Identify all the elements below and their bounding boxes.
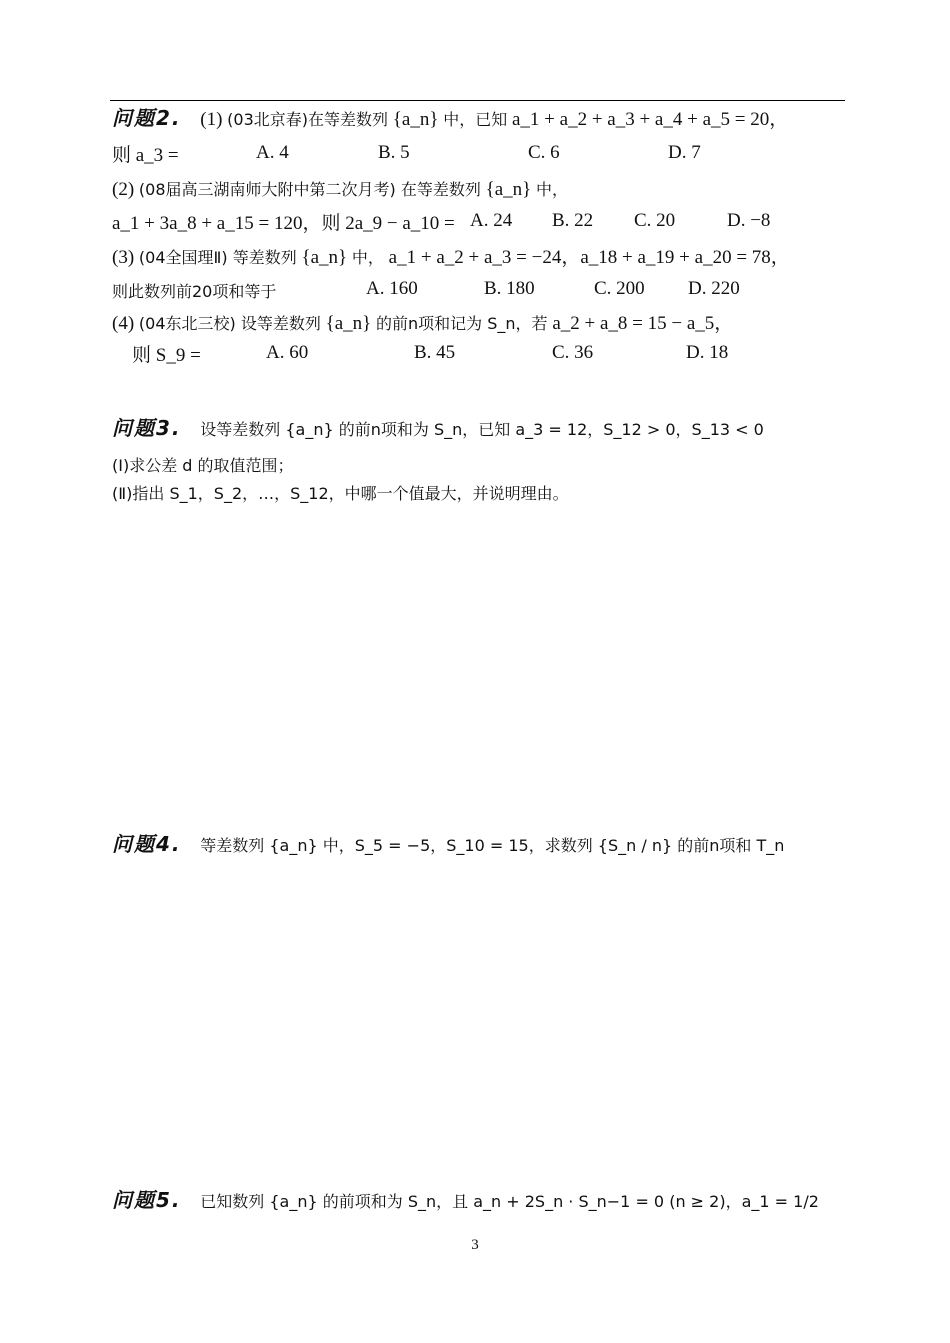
q2-p3-mid: 中，: [351, 248, 384, 267]
q2-p4-choice-c: C. 36: [552, 342, 594, 363]
q2-line-3: [112, 176, 568, 204]
q2-p4-mid: 的前n项和记为 S_n，若: [376, 314, 548, 333]
q2-line-6: [112, 278, 276, 306]
q2-p4-choice-d: D. 18: [686, 342, 729, 363]
q2-p1-number: (1): [200, 109, 223, 130]
q2-p2-choice-b: B. 22: [552, 210, 594, 231]
q3-heading: 问题3.: [112, 416, 182, 440]
q2-p3-ask: 则此数列前20项和等于: [112, 282, 277, 301]
q4-heading: 问题4.: [112, 832, 182, 856]
q2-p3-choice-a: A. 160: [366, 278, 418, 299]
q3-line-1: [112, 414, 764, 444]
q2-p1-ask: 则 a_3 =: [112, 145, 179, 166]
top-rule: [110, 100, 845, 101]
q3-text: 设等差数列 {a_n} 的前n项和为 S_n，已知 a_3 = 12，S_12 > 0，S_13 < 0: [200, 420, 764, 439]
q4-line-1: [112, 830, 784, 860]
q2-p1-sequence: {a_n}: [392, 109, 439, 130]
q3-part-2: (Ⅱ)指出 S_1，S_2，…，S_12，中哪一个值最大，并说明理由。: [112, 484, 569, 503]
q5-text: 已知数列 {a_n} 的前项和为 S_n，且 a_n + 2S_n · S_n−1 = 0 (n ≥ 2)，a_1 = 1/2: [200, 1192, 819, 1211]
q2-p3-choice-b: B. 180: [484, 278, 535, 299]
q2-p2-choice-d: D. −8: [727, 210, 771, 231]
q2-p2-choice-c: C. 20: [634, 210, 676, 231]
q2-p1-equation: a_1 + a_2 + a_3 + a_4 + a_5 = 20，: [511, 109, 789, 130]
q2-line-5: [112, 244, 790, 272]
q2-p1-choice-d: D. 7: [668, 142, 701, 163]
q2-p2-number: (2): [112, 179, 135, 200]
q2-p3-number: (3): [112, 247, 135, 268]
q2-p4-number: (4): [112, 313, 135, 334]
q5-line-1: [112, 1186, 819, 1216]
q2-p1-source: (03北京春)在等差数列: [227, 110, 389, 129]
q2-line-1: [112, 104, 788, 134]
q2-p4-choice-a: A. 60: [266, 342, 309, 363]
q2-line-4: [112, 210, 455, 238]
q2-p2-mid: 中，: [536, 180, 569, 199]
q2-p2-choice-a: A. 24: [470, 210, 513, 231]
q3-line-2: [112, 452, 294, 480]
q2-p3-choice-d: D. 220: [688, 278, 740, 299]
q2-line-2: [112, 142, 179, 170]
q2-p3-equation: a_1 + a_2 + a_3 = −24，a_18 + a_19 + a_20 = 78，: [388, 247, 790, 268]
q2-p4-source: (04东北三校) 设等差数列: [138, 314, 321, 333]
q2-p3-sequence: {a_n}: [301, 247, 348, 268]
q4-text: 等差数列 {a_n} 中，S_5 = −5，S_10 = 15，求数列 {S_n / n} 的前n项和 T_n: [200, 836, 785, 855]
q2-p4-equation: a_2 + a_8 = 15 − a_5，: [552, 313, 734, 334]
q2-line-8: [132, 342, 201, 370]
q2-p4-ask: 则 S_9 =: [132, 345, 201, 366]
q2-p2-equation: a_1 + 3a_8 + a_15 = 120，则 2a_9 − a_10 =: [112, 213, 455, 234]
q2-heading: 问题2.: [112, 106, 182, 130]
q5-heading: 问题5.: [112, 1188, 182, 1212]
q2-p2-source: (08届高三湖南师大附中第二次月考) 在等差数列: [138, 180, 481, 199]
q2-p2-sequence: {a_n}: [485, 179, 532, 200]
q2-p3-choice-c: C. 200: [594, 278, 645, 299]
q2-p1-choice-c: C. 6: [528, 142, 560, 163]
q2-p1-choice-b: B. 5: [378, 142, 410, 163]
q3-line-3: [112, 480, 569, 508]
q2-p1-mid: 中，已知: [443, 110, 508, 129]
q2-p4-sequence: {a_n}: [325, 313, 372, 334]
q3-part-1: (Ⅰ)求公差 d 的取值范围；: [112, 456, 294, 475]
q2-p3-source: (04全国理Ⅱ) 等差数列: [138, 248, 297, 267]
q2-p1-choice-a: A. 4: [256, 142, 289, 163]
q2-line-7: [112, 310, 733, 338]
q2-p4-choice-b: B. 45: [414, 342, 456, 363]
page-number: 3: [471, 1237, 479, 1253]
